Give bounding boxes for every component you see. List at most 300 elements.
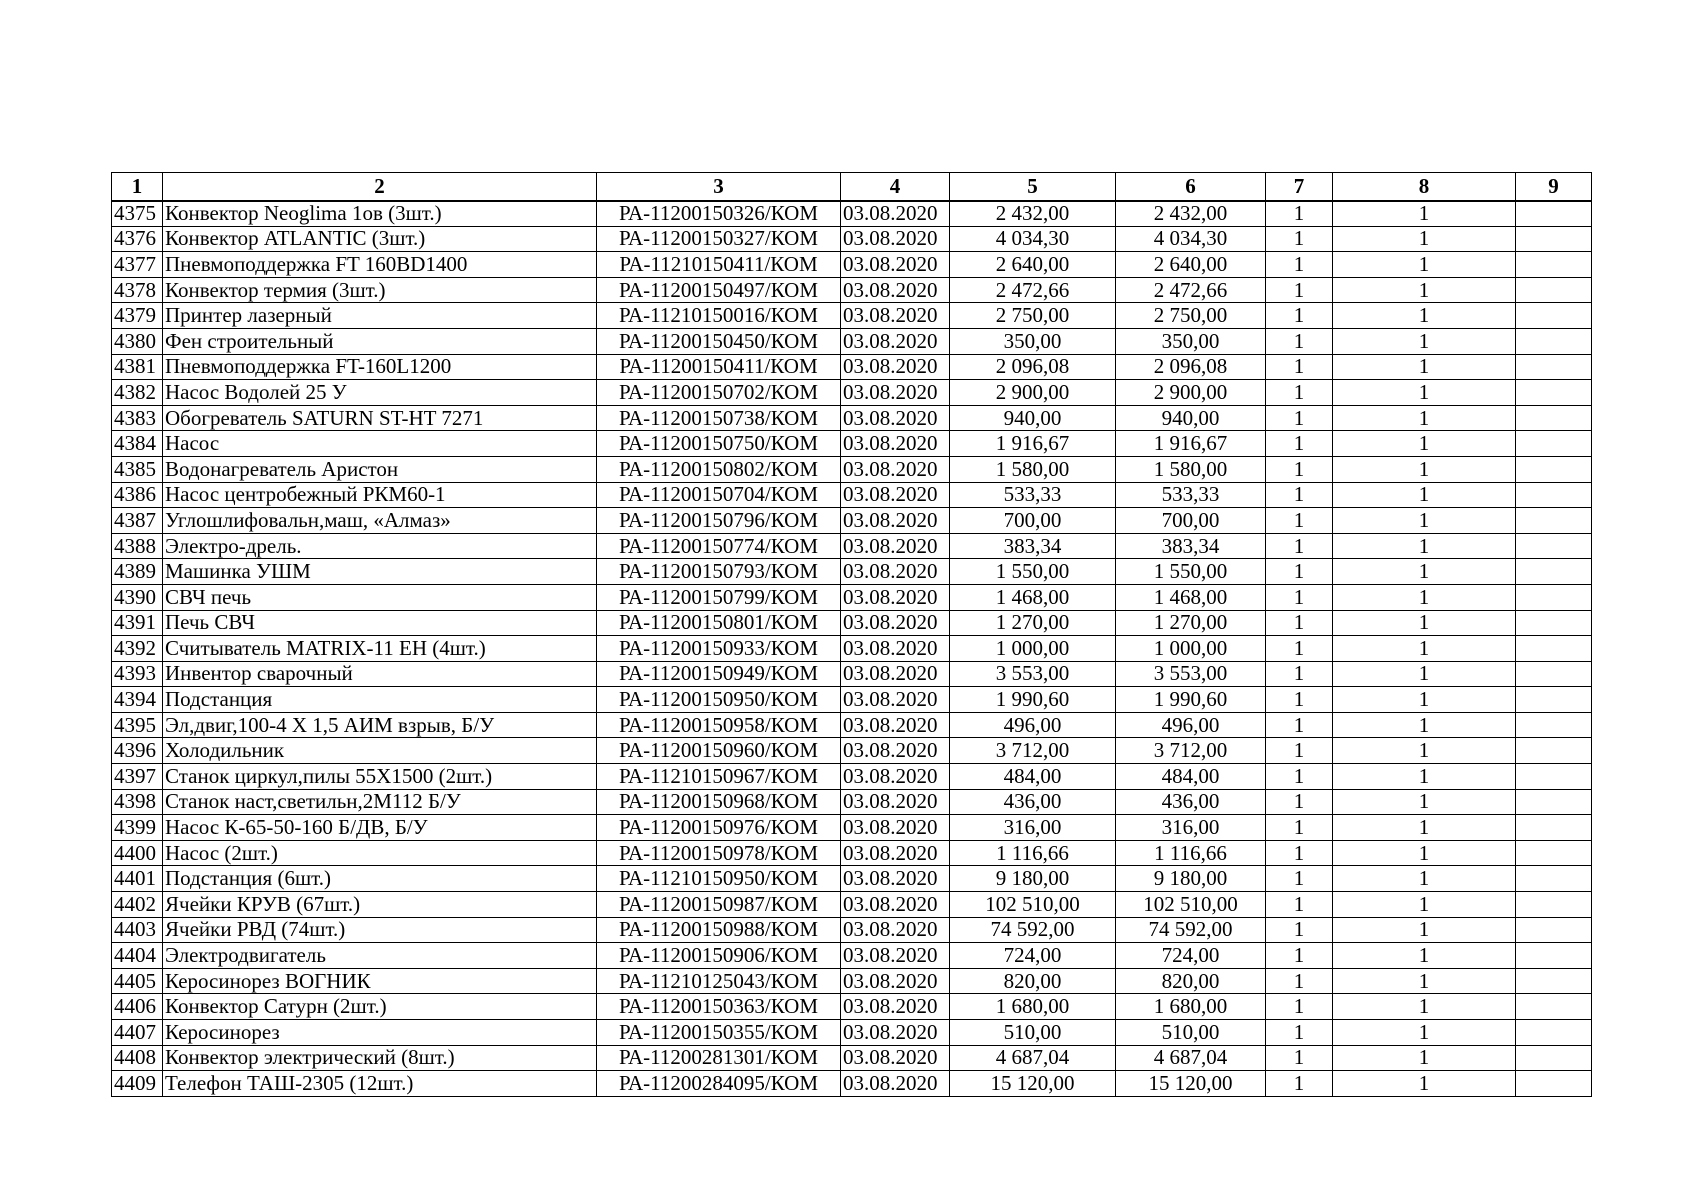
cell-item-name: Ячейки РВД (74шт.): [163, 917, 597, 943]
cell-qty-2: 1: [1333, 303, 1516, 329]
table-row: [112, 968, 1592, 994]
cell-note: [1516, 712, 1592, 738]
cell-inventory-code: РА-11200150704/КОМ: [597, 482, 841, 508]
cell-inventory-code: РА-11200150497/КОМ: [597, 277, 841, 303]
cell-date: 03.08.2020: [841, 559, 950, 585]
cell-date: 03.08.2020: [841, 789, 950, 815]
cell-note: [1516, 789, 1592, 815]
cell-row-number: 4408: [112, 1045, 163, 1071]
table-row: [112, 559, 1592, 585]
cell-amount-2: 724,00: [1116, 943, 1266, 969]
cell-note: [1516, 917, 1592, 943]
cell-amount-2: 3 712,00: [1116, 738, 1266, 764]
cell-amount-2: 1 000,00: [1116, 636, 1266, 662]
cell-note: [1516, 687, 1592, 713]
cell-row-number: 4375: [112, 201, 163, 227]
cell-amount: 4 034,30: [950, 226, 1116, 252]
cell-amount: 2 900,00: [950, 380, 1116, 406]
cell-date: 03.08.2020: [841, 917, 950, 943]
cell-note: [1516, 226, 1592, 252]
cell-amount-2: 1 270,00: [1116, 610, 1266, 636]
cell-row-number: 4381: [112, 354, 163, 380]
cell-qty: 1: [1266, 1045, 1333, 1071]
cell-row-number: 4382: [112, 380, 163, 406]
table-row: [112, 712, 1592, 738]
cell-amount: 510,00: [950, 1020, 1116, 1046]
cell-row-number: 4392: [112, 636, 163, 662]
cell-date: 03.08.2020: [841, 764, 950, 790]
cell-note: [1516, 482, 1592, 508]
cell-row-number: 4397: [112, 764, 163, 790]
cell-qty: 1: [1266, 943, 1333, 969]
cell-qty-2: 1: [1333, 482, 1516, 508]
cell-row-number: 4395: [112, 712, 163, 738]
cell-qty-2: 1: [1333, 738, 1516, 764]
cell-amount-2: 9 180,00: [1116, 866, 1266, 892]
table-row: [112, 533, 1592, 559]
cell-row-number: 4409: [112, 1071, 163, 1097]
cell-amount: 496,00: [950, 712, 1116, 738]
cell-row-number: 4398: [112, 789, 163, 815]
cell-qty: 1: [1266, 661, 1333, 687]
cell-amount-2: 820,00: [1116, 968, 1266, 994]
header-row: [112, 173, 1592, 201]
cell-qty: 1: [1266, 1071, 1333, 1097]
cell-qty: 1: [1266, 815, 1333, 841]
cell-row-number: 4401: [112, 866, 163, 892]
cell-inventory-code: РА-11200150933/КОМ: [597, 636, 841, 662]
cell-amount: 1 550,00: [950, 559, 1116, 585]
cell-qty: 1: [1266, 840, 1333, 866]
cell-qty-2: 1: [1333, 994, 1516, 1020]
cell-qty-2: 1: [1333, 1020, 1516, 1046]
cell-date: 03.08.2020: [841, 661, 950, 687]
table-row: [112, 277, 1592, 303]
cell-note: [1516, 840, 1592, 866]
cell-inventory-code: РА-11200281301/КОМ: [597, 1045, 841, 1071]
cell-qty: 1: [1266, 201, 1333, 227]
cell-date: 03.08.2020: [841, 1045, 950, 1071]
cell-qty: 1: [1266, 917, 1333, 943]
cell-amount: 9 180,00: [950, 866, 1116, 892]
table-row: [112, 508, 1592, 534]
table-row: [112, 354, 1592, 380]
cell-inventory-code: РА-11200150326/КОМ: [597, 201, 841, 227]
cell-qty-2: 1: [1333, 328, 1516, 354]
cell-note: [1516, 1020, 1592, 1046]
table-row: [112, 994, 1592, 1020]
cell-date: 03.08.2020: [841, 584, 950, 610]
cell-item-name: Пневмоподдержка FT 160BD1400: [163, 252, 597, 278]
cell-qty-2: 1: [1333, 661, 1516, 687]
table-row: [112, 636, 1592, 662]
cell-item-name: Конвектор Neoglima 1ов (3шт.): [163, 201, 597, 227]
cell-qty-2: 1: [1333, 789, 1516, 815]
cell-qty-2: 1: [1333, 943, 1516, 969]
cell-amount-2: 1 580,00: [1116, 456, 1266, 482]
cell-note: [1516, 201, 1592, 227]
cell-qty-2: 1: [1333, 866, 1516, 892]
cell-note: [1516, 866, 1592, 892]
cell-row-number: 4383: [112, 405, 163, 431]
cell-amount-2: 383,34: [1116, 533, 1266, 559]
cell-item-name: Электро-дрель.: [163, 533, 597, 559]
cell-qty: 1: [1266, 508, 1333, 534]
cell-item-name: Холодильник: [163, 738, 597, 764]
cell-row-number: 4379: [112, 303, 163, 329]
table-row: [112, 1020, 1592, 1046]
cell-amount: 74 592,00: [950, 917, 1116, 943]
header-col-1: 1: [112, 173, 163, 201]
cell-row-number: 4406: [112, 994, 163, 1020]
table-header: [112, 173, 1592, 201]
cell-inventory-code: РА-11210150411/КОМ: [597, 252, 841, 278]
cell-note: [1516, 764, 1592, 790]
cell-qty: 1: [1266, 431, 1333, 457]
cell-note: [1516, 994, 1592, 1020]
cell-row-number: 4391: [112, 610, 163, 636]
cell-qty-2: 1: [1333, 968, 1516, 994]
table-row: [112, 584, 1592, 610]
cell-date: 03.08.2020: [841, 840, 950, 866]
cell-qty: 1: [1266, 687, 1333, 713]
cell-inventory-code: РА-11200150750/КОМ: [597, 431, 841, 457]
cell-qty: 1: [1266, 994, 1333, 1020]
cell-item-name: Насос Водолей 25 У: [163, 380, 597, 406]
cell-inventory-code: РА-11200150411/КОМ: [597, 354, 841, 380]
cell-amount-2: 1 916,67: [1116, 431, 1266, 457]
cell-row-number: 4394: [112, 687, 163, 713]
cell-amount: 820,00: [950, 968, 1116, 994]
cell-inventory-code: РА-11200150801/КОМ: [597, 610, 841, 636]
cell-amount: 1 990,60: [950, 687, 1116, 713]
cell-date: 03.08.2020: [841, 1020, 950, 1046]
cell-amount-2: 2 096,08: [1116, 354, 1266, 380]
cell-amount: 15 120,00: [950, 1071, 1116, 1097]
cell-item-name: Подстанция (6шт.): [163, 866, 597, 892]
cell-note: [1516, 533, 1592, 559]
cell-inventory-code: РА-11200150906/КОМ: [597, 943, 841, 969]
cell-date: 03.08.2020: [841, 201, 950, 227]
cell-date: 03.08.2020: [841, 892, 950, 918]
cell-amount-2: 74 592,00: [1116, 917, 1266, 943]
cell-qty: 1: [1266, 866, 1333, 892]
table-row: [112, 328, 1592, 354]
cell-inventory-code: РА-11210150950/КОМ: [597, 866, 841, 892]
cell-inventory-code: РА-11200150968/КОМ: [597, 789, 841, 815]
cell-date: 03.08.2020: [841, 943, 950, 969]
cell-amount: 3 712,00: [950, 738, 1116, 764]
cell-note: [1516, 815, 1592, 841]
cell-amount-2: 484,00: [1116, 764, 1266, 790]
cell-row-number: 4378: [112, 277, 163, 303]
cell-qty-2: 1: [1333, 201, 1516, 227]
header-col-4: 4: [841, 173, 950, 201]
cell-note: [1516, 892, 1592, 918]
cell-date: 03.08.2020: [841, 456, 950, 482]
cell-amount-2: 316,00: [1116, 815, 1266, 841]
cell-inventory-code: РА-11200150949/КОМ: [597, 661, 841, 687]
header-col-6: 6: [1116, 173, 1266, 201]
table-row: [112, 405, 1592, 431]
cell-note: [1516, 968, 1592, 994]
cell-row-number: 4385: [112, 456, 163, 482]
header-col-9: 9: [1516, 173, 1592, 201]
cell-qty-2: 1: [1333, 533, 1516, 559]
cell-amount-2: 510,00: [1116, 1020, 1266, 1046]
cell-note: [1516, 380, 1592, 406]
table-row: [112, 917, 1592, 943]
cell-qty: 1: [1266, 252, 1333, 278]
cell-qty-2: 1: [1333, 252, 1516, 278]
cell-amount: 940,00: [950, 405, 1116, 431]
cell-qty-2: 1: [1333, 840, 1516, 866]
cell-date: 03.08.2020: [841, 738, 950, 764]
cell-qty-2: 1: [1333, 226, 1516, 252]
table-row: [112, 738, 1592, 764]
cell-amount-2: 1 116,66: [1116, 840, 1266, 866]
cell-qty: 1: [1266, 610, 1333, 636]
cell-row-number: 4399: [112, 815, 163, 841]
table-row: [112, 201, 1592, 227]
cell-qty: 1: [1266, 789, 1333, 815]
header-col-8: 8: [1333, 173, 1516, 201]
cell-row-number: 4377: [112, 252, 163, 278]
cell-row-number: 4386: [112, 482, 163, 508]
cell-qty-2: 1: [1333, 1071, 1516, 1097]
cell-qty-2: 1: [1333, 892, 1516, 918]
cell-amount: 4 687,04: [950, 1045, 1116, 1071]
cell-note: [1516, 508, 1592, 534]
cell-amount: 724,00: [950, 943, 1116, 969]
cell-row-number: 4402: [112, 892, 163, 918]
table-row: [112, 456, 1592, 482]
cell-amount-2: 1 468,00: [1116, 584, 1266, 610]
cell-row-number: 4384: [112, 431, 163, 457]
cell-qty-2: 1: [1333, 764, 1516, 790]
table-row: [112, 1045, 1592, 1071]
cell-row-number: 4387: [112, 508, 163, 534]
cell-amount-2: 436,00: [1116, 789, 1266, 815]
cell-date: 03.08.2020: [841, 687, 950, 713]
cell-date: 03.08.2020: [841, 405, 950, 431]
table-row: [112, 226, 1592, 252]
cell-inventory-code: РА-11200150802/КОМ: [597, 456, 841, 482]
cell-amount: 436,00: [950, 789, 1116, 815]
cell-qty: 1: [1266, 712, 1333, 738]
cell-qty: 1: [1266, 277, 1333, 303]
cell-amount-2: 2 432,00: [1116, 201, 1266, 227]
cell-qty: 1: [1266, 226, 1333, 252]
cell-row-number: 4396: [112, 738, 163, 764]
cell-note: [1516, 559, 1592, 585]
cell-date: 03.08.2020: [841, 610, 950, 636]
cell-amount-2: 533,33: [1116, 482, 1266, 508]
cell-amount-2: 1 550,00: [1116, 559, 1266, 585]
header-col-7: 7: [1266, 173, 1333, 201]
cell-item-name: Станок циркул,пилы 55Х1500 (2шт.): [163, 764, 597, 790]
cell-amount: 350,00: [950, 328, 1116, 354]
cell-qty-2: 1: [1333, 508, 1516, 534]
table-row: [112, 661, 1592, 687]
cell-row-number: 4388: [112, 533, 163, 559]
cell-item-name: Электродвигатель: [163, 943, 597, 969]
cell-inventory-code: РА-11200150327/КОМ: [597, 226, 841, 252]
cell-item-name: Керосинорез: [163, 1020, 597, 1046]
table-body: [112, 201, 1592, 1097]
cell-amount: 1 468,00: [950, 584, 1116, 610]
cell-date: 03.08.2020: [841, 226, 950, 252]
cell-date: 03.08.2020: [841, 866, 950, 892]
cell-qty-2: 1: [1333, 431, 1516, 457]
cell-qty-2: 1: [1333, 712, 1516, 738]
cell-qty-2: 1: [1333, 687, 1516, 713]
cell-item-name: Керосинорез ВОГНИК: [163, 968, 597, 994]
cell-inventory-code: РА-11200150450/КОМ: [597, 328, 841, 354]
cell-date: 03.08.2020: [841, 277, 950, 303]
cell-amount-2: 700,00: [1116, 508, 1266, 534]
cell-qty: 1: [1266, 533, 1333, 559]
cell-row-number: 4405: [112, 968, 163, 994]
cell-qty: 1: [1266, 968, 1333, 994]
cell-date: 03.08.2020: [841, 431, 950, 457]
cell-date: 03.08.2020: [841, 712, 950, 738]
cell-amount: 2 096,08: [950, 354, 1116, 380]
table-row: [112, 303, 1592, 329]
cell-inventory-code: РА-11200150950/КОМ: [597, 687, 841, 713]
cell-amount: 1 680,00: [950, 994, 1116, 1020]
cell-amount-2: 940,00: [1116, 405, 1266, 431]
cell-inventory-code: РА-11200150988/КОМ: [597, 917, 841, 943]
cell-amount-2: 1 990,60: [1116, 687, 1266, 713]
cell-note: [1516, 252, 1592, 278]
cell-amount: 1 916,67: [950, 431, 1116, 457]
table-row: [112, 943, 1592, 969]
cell-date: 03.08.2020: [841, 533, 950, 559]
table-row: [112, 892, 1592, 918]
cell-qty: 1: [1266, 456, 1333, 482]
cell-inventory-code: РА-11200150978/КОМ: [597, 840, 841, 866]
cell-row-number: 4389: [112, 559, 163, 585]
cell-qty-2: 1: [1333, 1045, 1516, 1071]
cell-note: [1516, 610, 1592, 636]
cell-inventory-code: РА-11200150738/КОМ: [597, 405, 841, 431]
cell-note: [1516, 738, 1592, 764]
cell-item-name: Конвектор электрический (8шт.): [163, 1045, 597, 1071]
cell-item-name: Обогреватель SATURN ST-HT 7271: [163, 405, 597, 431]
cell-inventory-code: РА-11200150976/КОМ: [597, 815, 841, 841]
cell-amount-2: 15 120,00: [1116, 1071, 1266, 1097]
cell-item-name: Станок наст,светильн,2М112 Б/У: [163, 789, 597, 815]
cell-inventory-code: РА-11210150016/КОМ: [597, 303, 841, 329]
cell-item-name: Углошлифовальн,маш, «Алмаз»: [163, 508, 597, 534]
cell-inventory-code: РА-11200150363/КОМ: [597, 994, 841, 1020]
cell-amount: 484,00: [950, 764, 1116, 790]
cell-note: [1516, 354, 1592, 380]
cell-note: [1516, 661, 1592, 687]
cell-item-name: Телефон ТАШ-2305 (12шт.): [163, 1071, 597, 1097]
cell-qty-2: 1: [1333, 277, 1516, 303]
header-col-3: 3: [597, 173, 841, 201]
cell-date: 03.08.2020: [841, 328, 950, 354]
cell-note: [1516, 1071, 1592, 1097]
cell-date: 03.08.2020: [841, 252, 950, 278]
cell-qty: 1: [1266, 636, 1333, 662]
table-row: [112, 1071, 1592, 1097]
cell-qty-2: 1: [1333, 559, 1516, 585]
cell-amount: 1 270,00: [950, 610, 1116, 636]
table-row: [112, 380, 1592, 406]
table-row: [112, 482, 1592, 508]
cell-inventory-code: РА-11200150796/КОМ: [597, 508, 841, 534]
cell-date: 03.08.2020: [841, 354, 950, 380]
cell-row-number: 4400: [112, 840, 163, 866]
table-row: [112, 610, 1592, 636]
cell-amount: 1 116,66: [950, 840, 1116, 866]
cell-inventory-code: РА-11200150987/КОМ: [597, 892, 841, 918]
cell-qty: 1: [1266, 738, 1333, 764]
cell-qty: 1: [1266, 354, 1333, 380]
cell-qty: 1: [1266, 892, 1333, 918]
cell-qty: 1: [1266, 303, 1333, 329]
cell-amount: 2 432,00: [950, 201, 1116, 227]
cell-qty-2: 1: [1333, 610, 1516, 636]
cell-date: 03.08.2020: [841, 994, 950, 1020]
cell-item-name: Подстанция: [163, 687, 597, 713]
cell-date: 03.08.2020: [841, 380, 950, 406]
cell-amount-2: 2 640,00: [1116, 252, 1266, 278]
cell-qty: 1: [1266, 380, 1333, 406]
cell-amount-2: 2 472,66: [1116, 277, 1266, 303]
cell-row-number: 4403: [112, 917, 163, 943]
cell-row-number: 4380: [112, 328, 163, 354]
cell-inventory-code: РА-11210150967/КОМ: [597, 764, 841, 790]
cell-item-name: Печь СВЧ: [163, 610, 597, 636]
cell-amount: 533,33: [950, 482, 1116, 508]
cell-item-name: Пневмоподдержка FT-160L1200: [163, 354, 597, 380]
cell-inventory-code: РА-11200150702/КОМ: [597, 380, 841, 406]
cell-item-name: Насос (2шт.): [163, 840, 597, 866]
cell-note: [1516, 277, 1592, 303]
table-row: [112, 866, 1592, 892]
cell-qty: 1: [1266, 584, 1333, 610]
cell-row-number: 4407: [112, 1020, 163, 1046]
cell-row-number: 4404: [112, 943, 163, 969]
cell-note: [1516, 636, 1592, 662]
cell-amount-2: 4 034,30: [1116, 226, 1266, 252]
table-row: [112, 252, 1592, 278]
cell-inventory-code: РА-11200150960/КОМ: [597, 738, 841, 764]
cell-date: 03.08.2020: [841, 508, 950, 534]
cell-amount: 2 640,00: [950, 252, 1116, 278]
cell-amount-2: 350,00: [1116, 328, 1266, 354]
cell-item-name: Фен строительный: [163, 328, 597, 354]
cell-qty-2: 1: [1333, 917, 1516, 943]
cell-inventory-code: РА-11200150774/КОМ: [597, 533, 841, 559]
cell-qty-2: 1: [1333, 405, 1516, 431]
cell-item-name: Насос центробежный РКМ60-1: [163, 482, 597, 508]
cell-amount-2: 1 680,00: [1116, 994, 1266, 1020]
cell-amount: 1 000,00: [950, 636, 1116, 662]
cell-item-name: Считыватель MATRIX-11 EH (4шт.): [163, 636, 597, 662]
cell-item-name: Принтер лазерный: [163, 303, 597, 329]
cell-amount: 700,00: [950, 508, 1116, 534]
cell-qty-2: 1: [1333, 354, 1516, 380]
cell-row-number: 4390: [112, 584, 163, 610]
cell-inventory-code: РА-11200150793/КОМ: [597, 559, 841, 585]
table-row: [112, 789, 1592, 815]
cell-amount-2: 2 900,00: [1116, 380, 1266, 406]
